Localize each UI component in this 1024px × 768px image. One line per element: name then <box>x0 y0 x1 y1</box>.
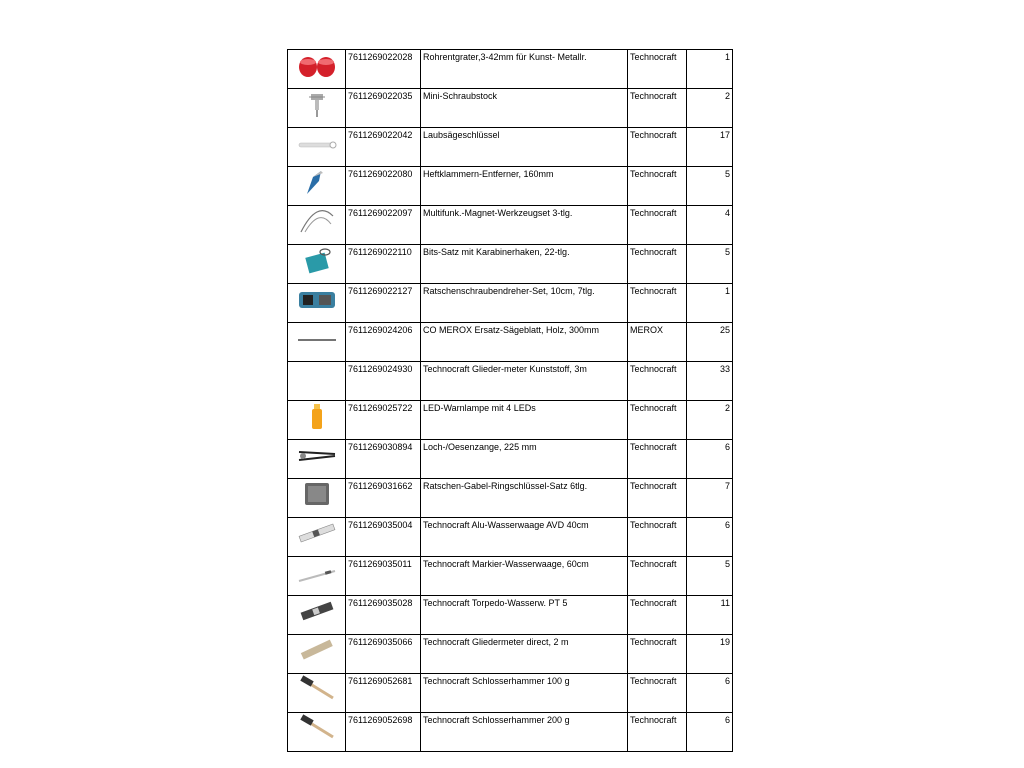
product-image-cell <box>288 596 346 635</box>
qty-text: 6 <box>724 442 730 452</box>
wrench-set-case-icon <box>288 479 345 509</box>
description-cell <box>421 323 628 362</box>
brand-cell <box>628 245 687 284</box>
desc-text: Technocraft Gliedermeter direct, 2 m <box>423 637 569 647</box>
quantity-cell <box>687 440 733 479</box>
product-image-cell <box>288 401 346 440</box>
ean-cell <box>346 635 421 674</box>
description-cell <box>421 284 628 323</box>
inventory-sheet <box>287 49 733 752</box>
quantity-cell <box>687 596 733 635</box>
qty-text: 33 <box>719 364 730 374</box>
description-cell <box>421 557 628 596</box>
brand-text: Technocraft <box>630 364 677 374</box>
brand-text: Technocraft <box>630 637 677 647</box>
brand-cell <box>628 167 687 206</box>
ean-text: 7611269024930 <box>348 364 413 374</box>
product-image-cell <box>288 362 346 401</box>
product-image-cell <box>288 479 346 518</box>
ean-text: 7611269025722 <box>348 403 413 413</box>
fretsaw-wrench-icon <box>288 128 345 158</box>
staple-remover-icon <box>288 167 345 197</box>
ean-cell <box>346 167 421 206</box>
qty-text: 7 <box>724 481 730 491</box>
ean-cell <box>346 674 421 713</box>
torpedo-level-icon <box>288 596 345 626</box>
ean-cell <box>346 89 421 128</box>
ean-cell <box>346 440 421 479</box>
product-image-cell <box>288 440 346 479</box>
ean-cell <box>346 206 421 245</box>
ean-text: 7611269035004 <box>348 520 413 530</box>
folding-rule-icon <box>288 635 345 665</box>
table-row <box>288 206 733 245</box>
qty-text: 2 <box>724 403 730 413</box>
desc-text: Laubsägeschlüssel <box>423 130 500 140</box>
ean-text: 7611269022127 <box>348 286 413 296</box>
description-cell <box>421 674 628 713</box>
ean-cell <box>346 128 421 167</box>
product-image-cell <box>288 713 346 752</box>
ean-text: 7611269024206 <box>348 325 413 335</box>
table-row <box>288 596 733 635</box>
product-image-cell <box>288 557 346 596</box>
brand-cell <box>628 50 687 89</box>
description-cell <box>421 713 628 752</box>
description-cell <box>421 50 628 89</box>
brand-text: Technocraft <box>630 247 677 257</box>
brand-cell <box>628 674 687 713</box>
table-row <box>288 128 733 167</box>
product-image-cell <box>288 245 346 284</box>
ratchet-screwdriver-set-icon <box>288 284 345 314</box>
ean-cell <box>346 479 421 518</box>
table-row <box>288 50 733 89</box>
desc-text: LED-Warnlampe mit 4 LEDs <box>423 403 536 413</box>
qty-text: 17 <box>719 130 730 140</box>
quantity-cell <box>687 479 733 518</box>
hammer-icon <box>288 674 345 704</box>
qty-text: 6 <box>724 520 730 530</box>
qty-text: 5 <box>724 169 730 179</box>
ean-cell <box>346 362 421 401</box>
ean-cell <box>346 401 421 440</box>
spirit-level-icon <box>288 518 345 548</box>
desc-text: Rohrentgrater,3-42mm für Kunst- Metallr. <box>423 52 587 62</box>
brand-text: Technocraft <box>630 403 677 413</box>
brand-text: Technocraft <box>630 169 677 179</box>
qty-text: 4 <box>724 208 730 218</box>
table-row <box>288 557 733 596</box>
product-image-cell <box>288 674 346 713</box>
quantity-cell <box>687 635 733 674</box>
ean-text: 7611269035011 <box>348 559 412 569</box>
desc-text: Technocraft Glieder-meter Kunststoff, 3m <box>423 364 587 374</box>
ean-cell <box>346 557 421 596</box>
brand-cell <box>628 89 687 128</box>
desc-text: Ratschenschraubendreher-Set, 10cm, 7tlg. <box>423 286 595 296</box>
brand-cell <box>628 128 687 167</box>
product-image-cell <box>288 128 346 167</box>
brand-cell <box>628 440 687 479</box>
product-image-cell <box>288 635 346 674</box>
product-image-cell <box>288 323 346 362</box>
quantity-cell <box>687 128 733 167</box>
description-cell <box>421 440 628 479</box>
product-image-cell <box>288 50 346 89</box>
desc-text: Loch-/Oesenzange, 225 mm <box>423 442 537 452</box>
magnet-tool-set-icon <box>288 206 345 236</box>
ean-cell <box>346 50 421 89</box>
brand-text: Technocraft <box>630 442 677 452</box>
ean-text: 7611269031662 <box>348 481 413 491</box>
quantity-cell <box>687 713 733 752</box>
brand-text: Technocraft <box>630 715 677 725</box>
description-cell <box>421 167 628 206</box>
brand-text: MEROX <box>630 325 664 335</box>
quantity-cell <box>687 518 733 557</box>
desc-text: Technocraft Alu-Wasserwaage AVD 40cm <box>423 520 589 530</box>
description-cell <box>421 128 628 167</box>
quantity-cell <box>687 401 733 440</box>
ean-text: 7611269030894 <box>348 442 413 452</box>
table-row <box>288 89 733 128</box>
table-row <box>288 440 733 479</box>
quantity-cell <box>687 323 733 362</box>
desc-text: Mini-Schraubstock <box>423 91 498 101</box>
desc-text: Multifunk.-Magnet-Werkzeugset 3-tlg. <box>423 208 573 218</box>
ean-text: 7611269022097 <box>348 208 413 218</box>
qty-text: 5 <box>724 559 730 569</box>
quantity-cell <box>687 362 733 401</box>
brand-cell <box>628 596 687 635</box>
brand-cell <box>628 206 687 245</box>
brand-cell <box>628 284 687 323</box>
ean-text: 7611269022110 <box>348 247 412 257</box>
brand-text: Technocraft <box>630 481 677 491</box>
inventory-table <box>287 49 733 752</box>
hammer-icon <box>288 713 345 743</box>
desc-text: Technocraft Schlosserhammer 200 g <box>423 715 570 725</box>
description-cell <box>421 89 628 128</box>
table-row <box>288 635 733 674</box>
ean-text: 7611269022028 <box>348 52 413 62</box>
brand-text: Technocraft <box>630 52 677 62</box>
description-cell <box>421 206 628 245</box>
brand-text: Technocraft <box>630 598 677 608</box>
brand-text: Technocraft <box>630 130 677 140</box>
table-row <box>288 167 733 206</box>
led-warning-lamp-icon <box>288 401 345 431</box>
ean-text: 7611269035028 <box>348 598 413 608</box>
bit-set-carabiner-icon <box>288 245 345 275</box>
description-cell <box>421 596 628 635</box>
red-pipe-deburrer-icon <box>288 50 345 80</box>
table-row <box>288 479 733 518</box>
ean-cell <box>346 596 421 635</box>
quantity-cell <box>687 284 733 323</box>
brand-text: Technocraft <box>630 286 677 296</box>
description-cell <box>421 362 628 401</box>
desc-text: Technocraft Markier-Wasserwaage, 60cm <box>423 559 589 569</box>
table-row <box>288 245 733 284</box>
ean-cell <box>346 284 421 323</box>
qty-text: 19 <box>719 637 730 647</box>
product-image-cell <box>288 284 346 323</box>
brand-cell <box>628 479 687 518</box>
desc-text: Technocraft Schlosserhammer 100 g <box>423 676 570 686</box>
quantity-cell <box>687 50 733 89</box>
product-image-cell <box>288 89 346 128</box>
quantity-cell <box>687 245 733 284</box>
qty-text: 1 <box>724 52 730 62</box>
brand-cell <box>628 635 687 674</box>
quantity-cell <box>687 89 733 128</box>
desc-text: Ratschen-Gabel-Ringschlüssel-Satz 6tlg. <box>423 481 588 491</box>
saw-blade-icon <box>288 323 345 353</box>
brand-text: Technocraft <box>630 208 677 218</box>
ean-cell <box>346 518 421 557</box>
description-cell <box>421 518 628 557</box>
brand-cell <box>628 557 687 596</box>
brand-cell <box>628 518 687 557</box>
table-row <box>288 323 733 362</box>
qty-text: 25 <box>719 325 730 335</box>
ean-text: 7611269022035 <box>348 91 413 101</box>
desc-text: Bits-Satz mit Karabinerhaken, 22-tlg. <box>423 247 570 257</box>
description-cell <box>421 245 628 284</box>
desc-text: Heftklammern-Entferner, 160mm <box>423 169 554 179</box>
table-row <box>288 401 733 440</box>
brand-cell <box>628 713 687 752</box>
desc-text: CO MEROX Ersatz-Sägeblatt, Holz, 300mm <box>423 325 600 335</box>
quantity-cell <box>687 167 733 206</box>
qty-text: 1 <box>724 286 730 296</box>
ean-cell <box>346 713 421 752</box>
qty-text: 5 <box>724 247 730 257</box>
description-cell <box>421 401 628 440</box>
ean-text: 7611269035066 <box>348 637 413 647</box>
brand-cell <box>628 362 687 401</box>
table-row <box>288 713 733 752</box>
table-row <box>288 362 733 401</box>
ean-text: 7611269022080 <box>348 169 413 179</box>
ean-text: 7611269052681 <box>348 676 413 686</box>
quantity-cell <box>687 206 733 245</box>
qty-text: 6 <box>724 715 730 725</box>
marking-level-icon <box>288 557 345 587</box>
qty-text: 6 <box>724 676 730 686</box>
brand-text: Technocraft <box>630 559 677 569</box>
brand-text: Technocraft <box>630 520 677 530</box>
table-row <box>288 518 733 557</box>
ean-cell <box>346 245 421 284</box>
ean-text: 7611269022042 <box>348 130 413 140</box>
brand-cell <box>628 323 687 362</box>
quantity-cell <box>687 674 733 713</box>
table-row <box>288 284 733 323</box>
brand-cell <box>628 401 687 440</box>
qty-text: 2 <box>724 91 730 101</box>
ean-text: 7611269052698 <box>348 715 413 725</box>
description-cell <box>421 635 628 674</box>
mini-vise-icon <box>288 89 345 119</box>
description-cell <box>421 479 628 518</box>
brand-text: Technocraft <box>630 91 677 101</box>
product-image-cell <box>288 518 346 557</box>
product-image-cell <box>288 206 346 245</box>
ean-cell <box>346 323 421 362</box>
product-image-cell <box>288 167 346 206</box>
brand-text: Technocraft <box>630 676 677 686</box>
quantity-cell <box>687 557 733 596</box>
hole-punch-pliers-icon <box>288 440 345 470</box>
qty-text: 11 <box>720 598 730 608</box>
desc-text: Technocraft Torpedo-Wasserw. PT 5 <box>423 598 568 608</box>
table-row <box>288 674 733 713</box>
